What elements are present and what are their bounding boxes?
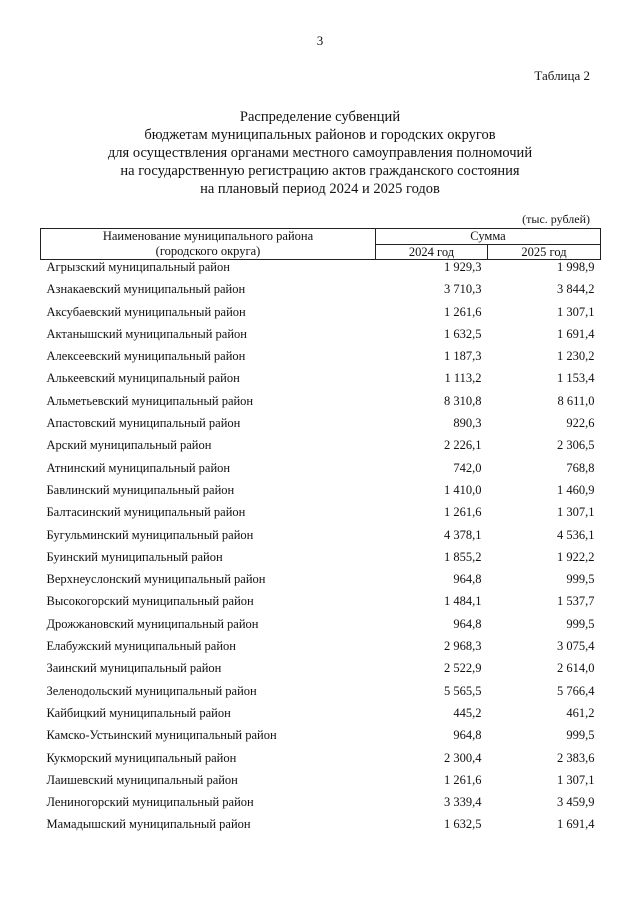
header-year-2025: 2025 год xyxy=(488,244,601,260)
amount-2025: 999,5 xyxy=(566,572,595,587)
amount-2025: 4 536,1 xyxy=(557,527,595,542)
amount-2025: 5 766,4 xyxy=(557,683,595,698)
table-row xyxy=(41,728,601,750)
amount-2025: 3 459,9 xyxy=(557,795,595,810)
table-header xyxy=(41,229,601,260)
amount-2025: 1 153,4 xyxy=(557,371,595,386)
table-label: Таблица 2 xyxy=(534,68,590,83)
amount-2025: 8 611,0 xyxy=(557,393,595,408)
table-row xyxy=(41,528,601,550)
title-line-4: на государственную регистрацию актов гражданского состояния xyxy=(120,163,520,179)
amount-2024: 890,3 xyxy=(453,416,482,431)
amount-2024: 2 300,4 xyxy=(444,750,482,765)
table-row xyxy=(41,594,601,616)
header-name-line1: Наименование муниципального района xyxy=(102,229,314,243)
amount-2024: 964,8 xyxy=(453,616,482,631)
amount-2025: 999,5 xyxy=(566,728,595,743)
amount-2024: 1 484,1 xyxy=(444,594,482,609)
amount-2024: 2 968,3 xyxy=(444,639,482,654)
amount-2025: 3 075,4 xyxy=(557,639,595,654)
amount-2024: 1 632,5 xyxy=(444,326,482,341)
table-row xyxy=(41,505,601,527)
district-name: Атнинский муниципальный район xyxy=(46,460,231,475)
document-title xyxy=(40,108,600,198)
table-row xyxy=(41,639,601,661)
district-name: Заинский муниципальный район xyxy=(46,661,222,676)
amount-2025: 1 230,2 xyxy=(557,349,595,364)
district-name: Лаишевский муниципальный район xyxy=(46,772,238,787)
amount-2024: 1 261,6 xyxy=(444,304,482,319)
amount-2024: 8 310,8 xyxy=(444,393,482,408)
amount-2025: 1 537,7 xyxy=(557,594,595,609)
title-line-5: на плановый период 2024 и 2025 годов xyxy=(200,181,440,197)
title-line-1: Распределение субвенций xyxy=(239,109,401,125)
amount-2025: 1 998,9 xyxy=(557,260,595,274)
table-row xyxy=(41,572,601,594)
amount-2025: 922,6 xyxy=(566,416,595,431)
district-name: Мамадышский муниципальный район xyxy=(46,817,251,832)
header-district-name xyxy=(41,229,376,260)
amount-2024: 1 855,2 xyxy=(444,549,482,564)
table-row xyxy=(41,795,601,817)
table-row xyxy=(41,371,601,393)
district-name: Кайбицкий муниципальный район xyxy=(46,705,231,720)
amount-2024: 5 565,5 xyxy=(444,683,482,698)
district-name: Высокогорский муниципальный район xyxy=(46,594,254,609)
amount-2025: 1 691,4 xyxy=(557,326,595,341)
district-name: Алькеевский муниципальный район xyxy=(46,371,240,386)
amount-2024: 445,2 xyxy=(453,705,482,720)
table-row xyxy=(41,706,601,728)
amount-2024: 1 929,3 xyxy=(444,260,482,274)
table-row xyxy=(41,817,601,839)
district-name: Арский муниципальный район xyxy=(46,438,212,453)
district-name: Актанышский муниципальный район xyxy=(46,326,247,341)
amount-2024: 1 632,5 xyxy=(444,817,482,832)
amount-2024: 2 522,9 xyxy=(444,661,482,676)
table-row xyxy=(41,282,601,304)
district-name: Дрожжановский муниципальный район xyxy=(46,616,259,631)
district-name: Камско-Устьинский муниципальный район xyxy=(46,728,277,743)
amount-2025: 1 460,9 xyxy=(557,482,595,497)
district-name: Аксубаевский муниципальный район xyxy=(46,304,246,319)
district-name: Бугульминский муниципальный район xyxy=(46,527,254,542)
amount-2025: 999,5 xyxy=(566,616,595,631)
amount-2024: 3 710,3 xyxy=(444,282,482,297)
page-number: 3 xyxy=(316,33,324,48)
table-body xyxy=(41,260,601,840)
title-line-3: для осуществления органами местного самоуправления полномочий xyxy=(107,145,533,161)
amount-2025: 1 307,1 xyxy=(557,505,595,520)
header-name-line2: (городского округа) xyxy=(155,244,261,258)
table-row xyxy=(41,684,601,706)
table-row xyxy=(41,327,601,349)
amount-2025: 1 307,1 xyxy=(557,304,595,319)
table-row xyxy=(41,617,601,639)
table-row xyxy=(41,773,601,795)
district-name: Альметьевский муниципальный район xyxy=(46,393,254,408)
amount-2024: 964,8 xyxy=(453,572,482,587)
district-name: Агрызский муниципальный район xyxy=(46,260,230,274)
amount-2025: 1 922,2 xyxy=(557,549,595,564)
table-row xyxy=(41,349,601,371)
district-name: Елабужский муниципальный район xyxy=(46,639,236,654)
district-name: Апастовский муниципальный район xyxy=(46,416,241,431)
amount-2024: 1 261,6 xyxy=(444,772,482,787)
amount-2024: 1 261,6 xyxy=(444,505,482,520)
amount-2025: 2 306,5 xyxy=(557,438,595,453)
units-note: (тыс. рублей) xyxy=(522,212,590,226)
table-row xyxy=(41,751,601,773)
table-row xyxy=(41,260,601,283)
table-row xyxy=(41,394,601,416)
amount-2024: 1 113,2 xyxy=(444,371,482,386)
table-row xyxy=(41,416,601,438)
table-row xyxy=(41,461,601,483)
amount-2025: 2 383,6 xyxy=(557,750,595,765)
district-name: Балтасинский муниципальный район xyxy=(46,505,246,520)
subventions-table xyxy=(40,228,601,840)
table-row xyxy=(41,438,601,460)
amount-2025: 461,2 xyxy=(566,705,595,720)
amount-2024: 2 226,1 xyxy=(444,438,482,453)
title-line-2: бюджетам муниципальных районов и городских округов xyxy=(144,127,496,143)
table-row xyxy=(41,483,601,505)
district-name: Буинский муниципальный район xyxy=(46,549,223,564)
district-name: Азнакаевский муниципальный район xyxy=(46,282,246,297)
amount-2025: 1 691,4 xyxy=(557,817,595,832)
amount-2025: 2 614,0 xyxy=(557,661,595,676)
district-name: Зеленодольский муниципальный район xyxy=(46,683,257,698)
district-name: Лениногорский муниципальный район xyxy=(46,795,254,810)
amount-2025: 3 844,2 xyxy=(557,282,595,297)
amount-2024: 742,0 xyxy=(453,460,482,475)
amount-2024: 3 339,4 xyxy=(444,795,482,810)
amount-2025: 768,8 xyxy=(566,460,595,475)
header-sum: Сумма xyxy=(376,229,601,245)
amount-2025: 1 307,1 xyxy=(557,772,595,787)
header-year-2024: 2024 год xyxy=(376,244,488,260)
amount-2024: 4 378,1 xyxy=(444,527,482,542)
district-name: Алексеевский муниципальный район xyxy=(46,349,246,364)
district-name: Кукморский муниципальный район xyxy=(46,750,237,765)
amount-2024: 1 187,3 xyxy=(444,349,482,364)
table-row xyxy=(41,305,601,327)
amount-2024: 1 410,0 xyxy=(444,482,482,497)
table-row xyxy=(41,661,601,683)
amount-2024: 964,8 xyxy=(453,728,482,743)
district-name: Бавлинский муниципальный район xyxy=(46,482,235,497)
district-name: Верхнеуслонский муниципальный район xyxy=(46,572,266,587)
table-row xyxy=(41,550,601,572)
